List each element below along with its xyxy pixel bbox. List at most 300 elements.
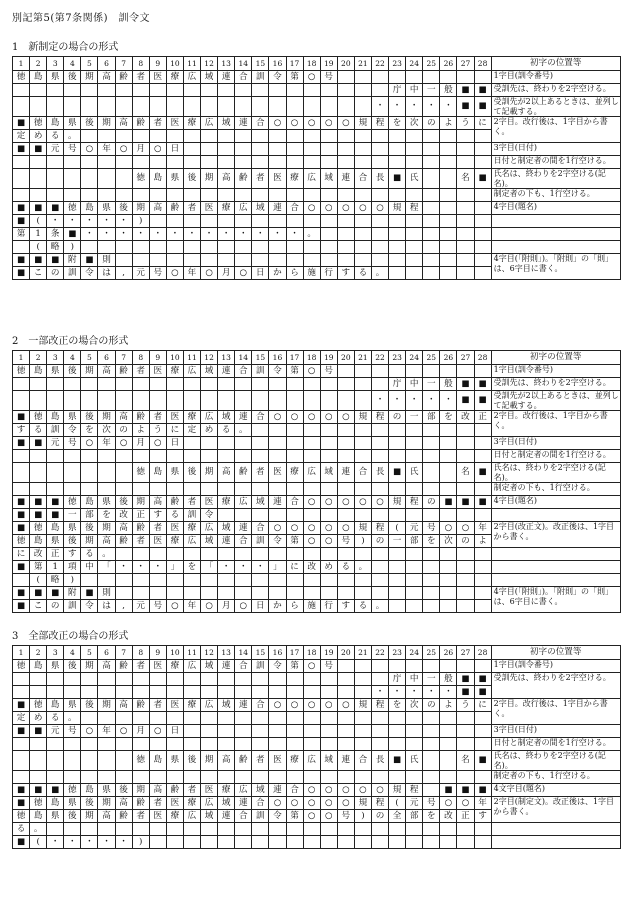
char-cell bbox=[269, 424, 286, 437]
char-cell bbox=[303, 156, 320, 169]
char-cell bbox=[457, 738, 474, 751]
char-cell bbox=[406, 725, 423, 738]
char-cell bbox=[64, 823, 81, 836]
char-cell bbox=[132, 97, 149, 117]
char-cell bbox=[337, 215, 354, 228]
char-cell bbox=[371, 228, 388, 241]
char-cell: 後 bbox=[183, 751, 200, 771]
char-cell: ○ bbox=[303, 522, 320, 535]
char-cell: 島 bbox=[47, 797, 64, 810]
char-cell: の bbox=[371, 535, 388, 548]
char-cell bbox=[337, 437, 354, 450]
char-cell bbox=[30, 463, 47, 483]
char-cell bbox=[115, 751, 132, 771]
char-cell bbox=[166, 450, 183, 463]
char-cell bbox=[474, 215, 491, 228]
char-cell bbox=[457, 836, 474, 849]
char-cell bbox=[30, 189, 47, 202]
char-cell: 定 bbox=[13, 712, 30, 725]
char-cell bbox=[235, 574, 252, 587]
char-cell bbox=[183, 574, 200, 587]
char-cell bbox=[252, 84, 269, 97]
char-cell: ■ bbox=[13, 496, 30, 509]
char-cell bbox=[354, 424, 371, 437]
char-cell bbox=[406, 156, 423, 169]
table-row bbox=[13, 189, 621, 202]
char-cell bbox=[30, 97, 47, 117]
char-cell bbox=[440, 738, 457, 751]
char-cell bbox=[440, 561, 457, 574]
position-note: 3字目(日付) bbox=[491, 143, 620, 156]
char-cell: 徳 bbox=[13, 810, 30, 823]
char-cell bbox=[235, 241, 252, 254]
char-cell bbox=[423, 228, 440, 241]
char-cell: 齢 bbox=[235, 169, 252, 189]
column-number: 17 bbox=[286, 351, 303, 365]
char-cell bbox=[149, 823, 166, 836]
char-cell: ・ bbox=[81, 836, 98, 849]
char-cell: ○ bbox=[166, 600, 183, 613]
char-cell bbox=[354, 215, 371, 228]
char-cell bbox=[64, 751, 81, 771]
char-cell bbox=[269, 241, 286, 254]
char-cell: 医 bbox=[269, 751, 286, 771]
char-cell: の bbox=[423, 699, 440, 712]
char-cell: 氏 bbox=[406, 751, 423, 771]
position-note: 受訓先が2以上あるときは、並列して記載する。 bbox=[491, 391, 620, 411]
char-cell: 次 bbox=[98, 424, 115, 437]
char-cell bbox=[30, 84, 47, 97]
char-cell: ) bbox=[354, 535, 371, 548]
char-cell: 訓 bbox=[252, 71, 269, 84]
char-cell: 中 bbox=[406, 673, 423, 686]
char-cell: 域 bbox=[252, 784, 269, 797]
char-cell: 年 bbox=[98, 437, 115, 450]
char-cell bbox=[235, 378, 252, 391]
char-cell bbox=[115, 391, 132, 411]
char-cell bbox=[389, 660, 406, 673]
char-cell bbox=[474, 143, 491, 156]
char-cell: 高 bbox=[115, 699, 132, 712]
char-cell bbox=[406, 823, 423, 836]
char-cell bbox=[406, 574, 423, 587]
column-number: 23 bbox=[389, 351, 406, 365]
column-number: 13 bbox=[218, 57, 235, 71]
format-grid-table bbox=[12, 350, 621, 613]
char-cell: 1 bbox=[47, 561, 64, 574]
position-note: 2字目(改正文)。改正後は、1字目から書く。 bbox=[491, 522, 620, 548]
char-cell: 年 bbox=[183, 267, 200, 280]
column-number: 20 bbox=[337, 57, 354, 71]
char-cell bbox=[218, 548, 235, 561]
char-cell bbox=[286, 587, 303, 600]
char-cell bbox=[47, 673, 64, 686]
char-cell: ○ bbox=[320, 784, 337, 797]
char-cell: る bbox=[166, 509, 183, 522]
table-row bbox=[13, 673, 621, 686]
char-cell bbox=[269, 712, 286, 725]
char-cell bbox=[252, 823, 269, 836]
char-cell bbox=[440, 241, 457, 254]
char-cell: め bbox=[30, 130, 47, 143]
char-cell bbox=[389, 254, 406, 267]
char-cell bbox=[337, 254, 354, 267]
char-cell: 」 bbox=[269, 561, 286, 574]
char-cell: 島 bbox=[149, 463, 166, 483]
char-cell: 医 bbox=[149, 660, 166, 673]
char-cell: 医 bbox=[269, 169, 286, 189]
char-cell: ■ bbox=[47, 784, 64, 797]
char-cell: る bbox=[337, 561, 354, 574]
char-cell: ■ bbox=[30, 509, 47, 522]
char-cell bbox=[474, 483, 491, 496]
char-cell bbox=[183, 725, 200, 738]
char-cell bbox=[218, 97, 235, 117]
char-cell bbox=[269, 254, 286, 267]
char-cell bbox=[47, 189, 64, 202]
char-cell bbox=[183, 823, 200, 836]
char-cell bbox=[252, 437, 269, 450]
char-cell: 島 bbox=[47, 117, 64, 130]
char-cell: の bbox=[47, 267, 64, 280]
char-cell bbox=[337, 660, 354, 673]
char-cell bbox=[132, 189, 149, 202]
char-cell: 齢 bbox=[132, 522, 149, 535]
position-note: 制定者の下も、1行空ける。 bbox=[491, 189, 620, 202]
char-cell: ・ bbox=[440, 391, 457, 411]
char-cell: ■ bbox=[457, 84, 474, 97]
char-cell bbox=[13, 378, 30, 391]
char-cell: 号 bbox=[320, 71, 337, 84]
char-cell: 合 bbox=[235, 660, 252, 673]
char-cell bbox=[286, 437, 303, 450]
position-note: 受訓先は、終わりを2字空ける。 bbox=[491, 84, 620, 97]
char-cell: る bbox=[30, 424, 47, 437]
char-cell: , bbox=[115, 267, 132, 280]
char-cell: 高 bbox=[98, 535, 115, 548]
char-cell bbox=[252, 673, 269, 686]
column-number: 26 bbox=[440, 646, 457, 660]
char-cell bbox=[115, 450, 132, 463]
char-cell bbox=[269, 548, 286, 561]
char-cell bbox=[457, 712, 474, 725]
char-cell bbox=[337, 378, 354, 391]
char-cell bbox=[354, 660, 371, 673]
char-cell bbox=[286, 725, 303, 738]
char-cell: ■ bbox=[457, 686, 474, 699]
char-cell bbox=[269, 574, 286, 587]
char-cell: 元 bbox=[406, 797, 423, 810]
char-cell bbox=[423, 836, 440, 849]
char-cell bbox=[474, 71, 491, 84]
char-cell: ○ bbox=[269, 699, 286, 712]
char-cell bbox=[354, 574, 371, 587]
char-cell bbox=[269, 391, 286, 411]
char-cell: ○ bbox=[303, 496, 320, 509]
char-cell: ■ bbox=[474, 97, 491, 117]
char-cell bbox=[320, 574, 337, 587]
char-cell: ) bbox=[64, 574, 81, 587]
char-cell bbox=[423, 424, 440, 437]
char-cell bbox=[337, 823, 354, 836]
char-cell: 徳 bbox=[64, 202, 81, 215]
char-cell: は bbox=[98, 600, 115, 613]
char-cell: ・ bbox=[235, 228, 252, 241]
char-cell bbox=[457, 365, 474, 378]
char-cell: 訓 bbox=[64, 267, 81, 280]
char-cell bbox=[440, 836, 457, 849]
char-cell bbox=[252, 483, 269, 496]
char-cell: ○ bbox=[303, 365, 320, 378]
char-cell bbox=[406, 365, 423, 378]
char-cell bbox=[354, 130, 371, 143]
char-cell bbox=[218, 84, 235, 97]
char-cell: 則 bbox=[98, 587, 115, 600]
char-cell bbox=[183, 391, 200, 411]
char-cell: 療 bbox=[183, 522, 200, 535]
char-cell: ■ bbox=[389, 169, 406, 189]
char-cell: を bbox=[389, 117, 406, 130]
column-number: 4 bbox=[64, 57, 81, 71]
char-cell: 医 bbox=[201, 496, 218, 509]
char-cell: め bbox=[201, 424, 218, 437]
char-cell: ■ bbox=[474, 84, 491, 97]
char-cell bbox=[64, 673, 81, 686]
char-cell bbox=[440, 130, 457, 143]
char-cell: 日 bbox=[252, 267, 269, 280]
char-cell: 域 bbox=[218, 411, 235, 424]
char-cell: 号 bbox=[149, 600, 166, 613]
char-cell: ■ bbox=[440, 784, 457, 797]
char-cell bbox=[389, 600, 406, 613]
char-cell: 齢 bbox=[115, 810, 132, 823]
char-cell bbox=[423, 483, 440, 496]
position-note: 2字目(制定文)。改正後は、1字目から書く。 bbox=[491, 797, 620, 823]
char-cell bbox=[354, 365, 371, 378]
char-cell bbox=[201, 771, 218, 784]
column-number: 3 bbox=[47, 351, 64, 365]
char-cell: 規 bbox=[354, 117, 371, 130]
char-cell bbox=[149, 391, 166, 411]
char-cell bbox=[423, 660, 440, 673]
char-cell bbox=[183, 771, 200, 784]
table-row bbox=[13, 450, 621, 463]
char-cell: ・ bbox=[440, 97, 457, 117]
char-cell bbox=[235, 156, 252, 169]
char-cell bbox=[303, 97, 320, 117]
char-cell bbox=[81, 189, 98, 202]
column-number: 11 bbox=[183, 351, 200, 365]
char-cell bbox=[149, 483, 166, 496]
char-cell: 長 bbox=[371, 169, 388, 189]
char-cell bbox=[303, 574, 320, 587]
column-number-row bbox=[13, 351, 621, 365]
char-cell bbox=[30, 483, 47, 496]
char-cell: ・ bbox=[423, 97, 440, 117]
char-cell bbox=[354, 483, 371, 496]
position-note: 日付と制定者の間を1行空ける。 bbox=[491, 738, 620, 751]
char-cell bbox=[235, 725, 252, 738]
char-cell bbox=[286, 548, 303, 561]
column-number: 28 bbox=[474, 351, 491, 365]
char-cell bbox=[371, 660, 388, 673]
char-cell: 一 bbox=[423, 378, 440, 391]
char-cell bbox=[132, 391, 149, 411]
char-cell bbox=[320, 509, 337, 522]
char-cell bbox=[474, 771, 491, 784]
column-number: 19 bbox=[320, 646, 337, 660]
char-cell bbox=[115, 686, 132, 699]
char-cell: ○ bbox=[337, 202, 354, 215]
char-cell: 域 bbox=[252, 496, 269, 509]
char-cell bbox=[303, 254, 320, 267]
char-cell bbox=[81, 686, 98, 699]
char-cell: 域 bbox=[201, 535, 218, 548]
section-heading: 1 新制定の場合の形式 bbox=[12, 42, 119, 53]
char-cell: 元 bbox=[132, 600, 149, 613]
char-cell: ○ bbox=[303, 411, 320, 424]
char-cell: ) bbox=[354, 810, 371, 823]
char-cell: ○ bbox=[337, 797, 354, 810]
position-note: 制定者の下も、1行空ける。 bbox=[491, 483, 620, 496]
char-cell bbox=[98, 712, 115, 725]
char-cell: 日 bbox=[166, 725, 183, 738]
char-cell: 島 bbox=[30, 810, 47, 823]
char-cell bbox=[218, 391, 235, 411]
column-number: 21 bbox=[354, 351, 371, 365]
char-cell bbox=[286, 378, 303, 391]
char-cell bbox=[269, 130, 286, 143]
position-note: 1字目(訓令番号) bbox=[491, 660, 620, 673]
char-cell bbox=[218, 725, 235, 738]
column-number: 15 bbox=[252, 351, 269, 365]
char-cell: 」 bbox=[166, 561, 183, 574]
char-cell bbox=[13, 241, 30, 254]
char-cell: 期 bbox=[98, 522, 115, 535]
char-cell bbox=[303, 738, 320, 751]
char-cell: 県 bbox=[166, 751, 183, 771]
char-cell bbox=[252, 254, 269, 267]
char-cell bbox=[423, 169, 440, 189]
char-cell bbox=[354, 509, 371, 522]
column-number: 9 bbox=[149, 351, 166, 365]
char-cell: 者 bbox=[252, 751, 269, 771]
char-cell: ○ bbox=[269, 411, 286, 424]
char-cell bbox=[303, 143, 320, 156]
char-cell: 定 bbox=[183, 424, 200, 437]
char-cell: を bbox=[423, 810, 440, 823]
char-cell: の bbox=[423, 496, 440, 509]
char-cell bbox=[149, 673, 166, 686]
char-cell: 庁 bbox=[389, 84, 406, 97]
char-cell: ・ bbox=[166, 228, 183, 241]
char-cell bbox=[166, 823, 183, 836]
table-row bbox=[13, 365, 621, 378]
char-cell bbox=[218, 771, 235, 784]
char-cell: 号 bbox=[423, 797, 440, 810]
char-cell: ■ bbox=[30, 143, 47, 156]
char-cell: 後 bbox=[115, 202, 132, 215]
char-cell bbox=[98, 673, 115, 686]
char-cell: 徳 bbox=[13, 660, 30, 673]
char-cell: 療 bbox=[166, 660, 183, 673]
char-cell bbox=[115, 84, 132, 97]
char-cell: 後 bbox=[81, 411, 98, 424]
char-cell: ・ bbox=[115, 215, 132, 228]
char-cell: る bbox=[218, 424, 235, 437]
position-note bbox=[491, 548, 620, 561]
char-cell bbox=[183, 84, 200, 97]
char-cell bbox=[440, 509, 457, 522]
char-cell: 期 bbox=[98, 797, 115, 810]
table-row bbox=[13, 378, 621, 391]
column-number: 1 bbox=[13, 646, 30, 660]
char-cell: 域 bbox=[218, 522, 235, 535]
char-cell bbox=[371, 241, 388, 254]
table-row bbox=[13, 699, 621, 712]
char-cell bbox=[47, 751, 64, 771]
char-cell bbox=[81, 97, 98, 117]
char-cell: 県 bbox=[98, 202, 115, 215]
char-cell: ■ bbox=[47, 509, 64, 522]
table-row bbox=[13, 738, 621, 751]
char-cell: 中 bbox=[406, 378, 423, 391]
char-cell: 県 bbox=[47, 365, 64, 378]
char-cell: 令 bbox=[81, 600, 98, 613]
char-cell: ○ bbox=[149, 725, 166, 738]
char-cell bbox=[406, 189, 423, 202]
char-cell: 広 bbox=[201, 797, 218, 810]
char-cell bbox=[423, 712, 440, 725]
char-cell bbox=[406, 241, 423, 254]
char-cell bbox=[98, 241, 115, 254]
char-cell bbox=[132, 771, 149, 784]
char-cell bbox=[183, 143, 200, 156]
char-cell bbox=[98, 169, 115, 189]
column-number: 2 bbox=[30, 351, 47, 365]
char-cell bbox=[166, 574, 183, 587]
char-cell bbox=[423, 561, 440, 574]
char-cell bbox=[269, 143, 286, 156]
table-row bbox=[13, 574, 621, 587]
char-cell: 。 bbox=[354, 561, 371, 574]
char-cell: 号 bbox=[320, 660, 337, 673]
char-cell bbox=[81, 673, 98, 686]
char-cell: ・ bbox=[252, 561, 269, 574]
char-cell bbox=[354, 823, 371, 836]
char-cell bbox=[440, 712, 457, 725]
char-cell: か bbox=[269, 600, 286, 613]
char-cell bbox=[166, 587, 183, 600]
char-cell: 島 bbox=[30, 365, 47, 378]
char-cell: 号 bbox=[64, 143, 81, 156]
column-number: 22 bbox=[371, 57, 388, 71]
char-cell: 後 bbox=[115, 496, 132, 509]
char-cell: 程 bbox=[371, 797, 388, 810]
char-cell: う bbox=[457, 117, 474, 130]
char-cell: ・ bbox=[406, 391, 423, 411]
char-cell bbox=[389, 509, 406, 522]
char-cell: ・ bbox=[371, 391, 388, 411]
char-cell bbox=[252, 771, 269, 784]
char-cell: ・ bbox=[235, 561, 252, 574]
char-cell: 日 bbox=[252, 600, 269, 613]
char-cell bbox=[457, 660, 474, 673]
char-cell: 広 bbox=[183, 535, 200, 548]
char-cell: ○ bbox=[457, 797, 474, 810]
char-cell: ■ bbox=[13, 561, 30, 574]
position-note: 4文字目(題名) bbox=[491, 784, 620, 797]
